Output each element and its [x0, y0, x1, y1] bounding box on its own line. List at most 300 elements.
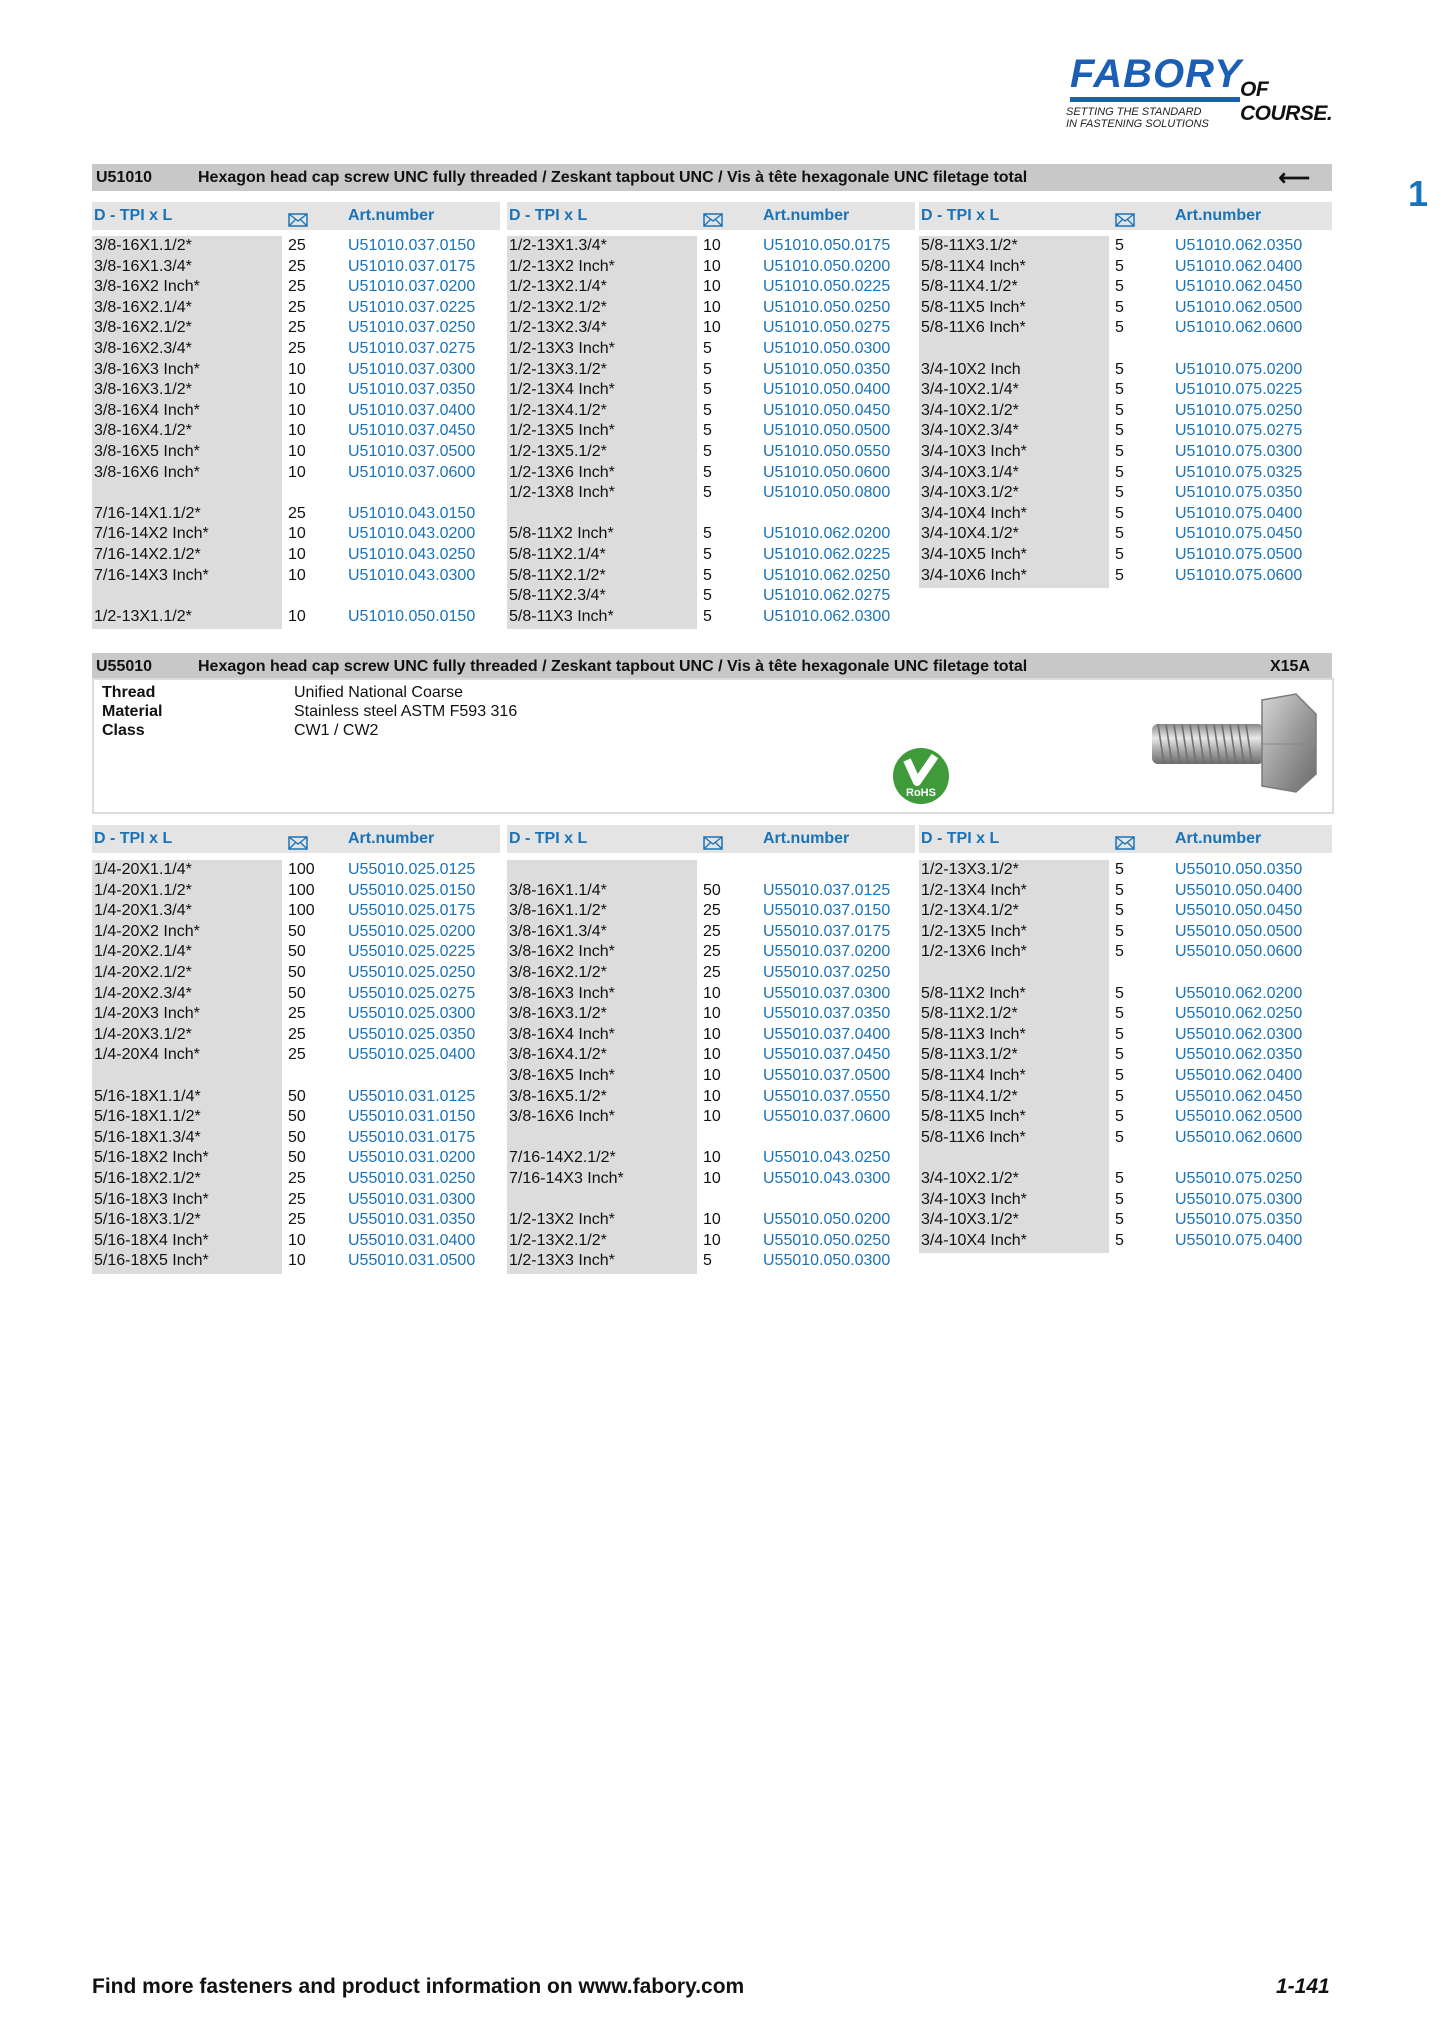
size-cell: 1/4-20X1.1/4* — [94, 861, 192, 878]
size-cell: 3/8-16X1.1/2* — [509, 902, 607, 920]
section1-column-header — [92, 202, 500, 230]
table-row — [507, 1148, 915, 1169]
table-row — [92, 901, 500, 922]
size-cell: 1/2-13X2.3/4* — [509, 319, 607, 337]
quantity-cell: 5 — [1115, 1005, 1124, 1023]
article-number-link[interactable]: U55010.037.0150 — [763, 902, 891, 920]
brand-name: FABORY — [1070, 52, 1242, 96]
quantity-cell: 10 — [288, 422, 306, 440]
size-cell: 3/8-16X4.1/2* — [94, 422, 192, 440]
packaging-envelope-icon — [288, 832, 308, 860]
quantity-cell: 50 — [703, 881, 721, 899]
article-number-link[interactable]: U55010.037.0400 — [763, 1025, 891, 1043]
size-cell: 3/8-16X5.1/2* — [509, 1087, 607, 1105]
quantity-cell: 5 — [1115, 1046, 1124, 1064]
table-row — [507, 298, 915, 319]
article-number-link[interactable]: U51010.043.0150 — [348, 504, 476, 522]
article-number-link[interactable]: U55010.062.0350 — [1175, 1046, 1303, 1064]
quantity-cell: 25 — [288, 1190, 306, 1208]
quantity-cell: 100 — [288, 861, 315, 878]
table-row — [507, 1251, 915, 1272]
table-row — [92, 421, 500, 442]
article-number-link[interactable]: U55010.062.0200 — [1175, 984, 1303, 1002]
quantity-cell: 5 — [703, 1252, 712, 1270]
size-cell: 1/4-20X1.3/4* — [94, 902, 192, 920]
brand-tagline — [1066, 106, 1209, 130]
quantity-cell: 25 — [703, 902, 721, 920]
packaging-envelope-icon — [1115, 209, 1135, 237]
size-cell: 3/4-10X4 Inch* — [921, 1231, 1027, 1249]
size-cell: 1/2-13X4 Inch* — [921, 881, 1027, 899]
article-number-link[interactable]: U51010.075.0350 — [1175, 484, 1303, 502]
article-number-link[interactable]: U51010.075.0250 — [1175, 401, 1303, 419]
article-number-link[interactable]: U55010.031.0500 — [348, 1252, 476, 1270]
table-row — [919, 298, 1327, 319]
article-number-link[interactable]: U51010.075.0400 — [1175, 504, 1303, 522]
quantity-cell: 5 — [703, 360, 712, 378]
article-number-link[interactable]: U55010.031.0200 — [348, 1149, 476, 1167]
article-number-link[interactable]: U51010.043.0250 — [348, 546, 476, 563]
quantity-cell: 5 — [1115, 1108, 1124, 1126]
size-cell: 3/8-16X6 Inch* — [94, 463, 200, 481]
table-row — [92, 963, 500, 984]
size-cell: 3/4-10X2.3/4* — [921, 422, 1019, 440]
size-cell: 1/2-13X6 Inch* — [509, 463, 615, 481]
table-row — [507, 380, 915, 401]
article-number-link[interactable]: U55010.025.0400 — [348, 1046, 476, 1064]
packaging-envelope-icon — [703, 209, 723, 237]
article-number-link[interactable]: U51010.062.0400 — [1175, 257, 1303, 275]
table-row — [507, 901, 915, 922]
article-number-link[interactable]: U55010.037.0600 — [763, 1108, 891, 1126]
quantity-cell: 10 — [288, 525, 306, 543]
info-label: Thread — [102, 684, 156, 701]
size-cell: 1/4-20X2.3/4* — [94, 984, 192, 1002]
brand-underline — [1070, 97, 1240, 102]
article-number-link[interactable]: U51010.043.0200 — [348, 525, 476, 543]
info-value: CW1 / CW2 — [294, 722, 379, 739]
size-cell: 5/8-11X2.1/2* — [921, 1005, 1018, 1023]
section2-code: U55010 — [96, 658, 153, 675]
article-number-link[interactable]: U55010.031.0175 — [348, 1128, 476, 1146]
quantity-cell: 25 — [288, 298, 306, 316]
article-number-link[interactable]: U51010.037.0150 — [348, 237, 476, 254]
table-row — [507, 586, 915, 607]
size-cell: 1/4-20X1.1/2* — [94, 881, 192, 899]
article-number-link[interactable]: U51010.050.0200 — [763, 257, 891, 275]
quantity-cell: 10 — [288, 546, 306, 563]
quantity-cell: 5 — [703, 546, 712, 563]
article-number-link[interactable]: U51010.075.0450 — [1175, 525, 1303, 543]
section1-title: Hexagon head cap screw UNC fully threaded / Zeskant tapbout UNC / Vis à tête hexagonale UNC filetage total — [198, 169, 1028, 186]
table-row — [507, 339, 915, 360]
size-cell: 1/2-13X3.1/2* — [921, 861, 1019, 878]
article-number-link[interactable]: U55010.031.0250 — [348, 1170, 476, 1187]
size-cell: 5/8-11X4.1/2* — [921, 1087, 1018, 1105]
size-cell: 3/8-16X2.3/4* — [94, 340, 192, 357]
article-number-link[interactable]: U55010.037.0550 — [763, 1087, 891, 1105]
back-arrow-icon[interactable]: ⟵ — [1278, 165, 1310, 190]
article-number-link[interactable]: U55010.031.0300 — [348, 1190, 476, 1208]
table-row — [507, 483, 915, 504]
table-row — [919, 360, 1327, 381]
quantity-cell: 10 — [703, 237, 721, 254]
article-number-link[interactable]: U55010.050.0400 — [1175, 881, 1303, 899]
article-number-link[interactable]: U51010.050.0150 — [348, 607, 476, 625]
quantity-cell: 5 — [1115, 1067, 1124, 1084]
packaging-envelope-icon — [703, 832, 723, 860]
size-cell: 1/2-13X2 Inch* — [509, 1211, 615, 1229]
quantity-cell: 10 — [703, 1087, 721, 1105]
table-row — [92, 463, 500, 484]
article-number-link[interactable]: U51010.037.0250 — [348, 319, 476, 337]
article-number-link[interactable]: U55010.031.0125 — [348, 1087, 476, 1105]
quantity-cell: 10 — [288, 566, 306, 584]
article-number-link[interactable]: U51010.075.0275 — [1175, 422, 1303, 440]
article-number-link[interactable]: U55010.062.0500 — [1175, 1108, 1303, 1126]
table-row — [92, 1004, 500, 1025]
article-number-link[interactable]: U51010.050.0400 — [763, 381, 891, 399]
table-row — [92, 1210, 500, 1231]
size-cell: 3/4-10X3.1/2* — [921, 1211, 1019, 1229]
quantity-cell: 5 — [1115, 861, 1124, 878]
quantity-cell: 25 — [703, 964, 721, 981]
quantity-cell: 50 — [288, 943, 306, 961]
fabory-logo — [1066, 52, 1356, 134]
article-number-link[interactable]: U51010.050.0550 — [763, 443, 891, 460]
article-number-link[interactable]: U55010.075.0400 — [1175, 1231, 1303, 1249]
article-number-link[interactable]: U55010.037.0450 — [763, 1046, 891, 1064]
article-number-link[interactable]: U55010.075.0350 — [1175, 1211, 1303, 1229]
quantity-cell: 10 — [703, 319, 721, 337]
article-number-link[interactable]: U55010.075.0250 — [1175, 1170, 1303, 1187]
article-number-link[interactable]: U51010.037.0225 — [348, 298, 476, 316]
table-row — [507, 1107, 915, 1128]
quantity-cell: 5 — [1115, 237, 1124, 254]
quantity-cell: 10 — [703, 257, 721, 275]
table-row — [92, 339, 500, 360]
article-number-link[interactable]: U51010.037.0400 — [348, 401, 476, 419]
quantity-cell: 50 — [288, 922, 306, 940]
table-row — [92, 881, 500, 902]
size-cell: 5/8-11X4 Inch* — [921, 257, 1026, 275]
size-cell: 1/4-20X3 Inch* — [94, 1005, 200, 1023]
quantity-cell: 5 — [1115, 1211, 1124, 1229]
article-number-link[interactable]: U51010.043.0300 — [348, 566, 476, 584]
article-number-link[interactable]: U51010.037.0300 — [348, 360, 476, 378]
article-number-link[interactable]: U55010.025.0300 — [348, 1005, 476, 1023]
quantity-cell: 5 — [1115, 278, 1124, 296]
article-number-link[interactable]: U55010.037.0125 — [763, 881, 891, 899]
section2-column-header — [507, 825, 915, 853]
header-size: D - TPI x L — [921, 207, 1000, 224]
article-number-link[interactable]: U51010.050.0500 — [763, 422, 891, 440]
quantity-cell: 25 — [288, 319, 306, 337]
size-cell: 7/16-14X2.1/2* — [509, 1149, 616, 1167]
size-cell: 1/4-20X3.1/2* — [94, 1025, 192, 1043]
article-number-link[interactable]: U55010.062.0450 — [1175, 1087, 1303, 1105]
size-cell: 3/8-16X1.1/2* — [94, 237, 192, 254]
article-number-link[interactable]: U51010.062.0600 — [1175, 319, 1303, 337]
article-number-link[interactable]: U51010.037.0450 — [348, 422, 476, 440]
quantity-cell: 25 — [288, 1005, 306, 1023]
size-cell: 1/2-13X3 Inch* — [509, 340, 615, 357]
article-number-link[interactable]: U55010.025.0175 — [348, 902, 476, 920]
chapter-number: 1 — [1408, 173, 1429, 214]
quantity-cell: 5 — [1115, 902, 1124, 920]
article-number-link[interactable]: U51010.037.0275 — [348, 340, 476, 357]
article-number-link[interactable]: U55010.050.0200 — [763, 1211, 891, 1229]
header-art-number: Art.number — [1175, 207, 1262, 224]
table-row — [92, 360, 500, 381]
hex-bolt-image — [1144, 692, 1324, 796]
article-number-link[interactable]: U51010.050.0600 — [763, 463, 891, 481]
article-number-link[interactable]: U55010.050.0600 — [1175, 943, 1303, 961]
table-row — [92, 566, 500, 587]
table-row — [92, 545, 500, 566]
size-cell: 1/4-20X2.1/2* — [94, 964, 192, 981]
header-size: D - TPI x L — [509, 830, 588, 847]
section2-header — [92, 653, 1332, 680]
table-row — [507, 922, 915, 943]
size-cell: 1/2-13X5.1/2* — [509, 443, 607, 460]
size-cell: 3/8-16X2.1/2* — [94, 319, 192, 337]
footer-text: Find more fasteners and product information on www.fabory.com — [92, 1975, 745, 1998]
article-number-link[interactable]: U55010.062.0400 — [1175, 1067, 1303, 1084]
quantity-cell: 25 — [288, 278, 306, 296]
size-cell: 1/2-13X3 Inch* — [509, 1252, 615, 1270]
article-number-link[interactable]: U55010.025.0350 — [348, 1025, 476, 1043]
quantity-cell: 5 — [703, 443, 712, 460]
quantity-cell: 10 — [288, 607, 306, 625]
article-number-link[interactable]: U51010.037.0600 — [348, 463, 476, 481]
quantity-cell: 25 — [288, 1211, 306, 1229]
article-number-link[interactable]: U55010.062.0300 — [1175, 1025, 1303, 1043]
table-row — [92, 942, 500, 963]
size-cell: 1/4-20X4 Inch* — [94, 1046, 200, 1064]
table-row — [919, 236, 1327, 257]
table-row — [919, 545, 1327, 566]
table-row — [92, 1107, 500, 1128]
article-number-link[interactable]: U51010.062.0300 — [763, 607, 891, 625]
article-number-link[interactable]: U51010.050.0275 — [763, 319, 891, 337]
size-cell: 5/8-11X4 Inch* — [921, 1067, 1026, 1084]
quantity-cell: 10 — [703, 278, 721, 296]
quantity-cell: 10 — [288, 463, 306, 481]
article-number-link[interactable]: U55010.043.0250 — [763, 1149, 891, 1167]
article-number-link[interactable]: U51010.037.0200 — [348, 278, 476, 296]
article-number-link[interactable]: U55010.050.0450 — [1175, 902, 1303, 920]
size-cell: 7/16-14X2.1/2* — [94, 546, 201, 563]
header-art-number: Art.number — [348, 830, 435, 847]
quantity-cell: 10 — [288, 1252, 306, 1270]
article-number-link[interactable]: U51010.037.0175 — [348, 257, 476, 275]
header-size: D - TPI x L — [921, 830, 1000, 847]
table-row — [919, 1210, 1327, 1231]
size-cell: 1/2-13X3.1/2* — [509, 360, 607, 378]
header-art-number: Art.number — [763, 207, 850, 224]
article-number-link[interactable]: U55010.062.0250 — [1175, 1005, 1303, 1023]
size-cell: 5/8-11X2.1/2* — [509, 566, 606, 584]
quantity-cell: 5 — [1115, 1087, 1124, 1105]
quantity-cell: 25 — [703, 922, 721, 940]
article-number-link[interactable]: U55010.037.0200 — [763, 943, 891, 961]
table-row — [92, 257, 500, 278]
quantity-cell: 5 — [703, 484, 712, 502]
size-cell: 3/4-10X4.1/2* — [921, 525, 1019, 543]
info-label: Material — [102, 703, 163, 720]
info-value: Stainless steel ASTM F593 316 — [294, 703, 518, 720]
article-number-link[interactable]: U51010.062.0500 — [1175, 298, 1303, 316]
table-row — [919, 1190, 1327, 1211]
table-row — [919, 1128, 1327, 1149]
table-row — [507, 442, 915, 463]
article-number-link[interactable]: U55010.050.0350 — [1175, 861, 1303, 878]
quantity-cell: 50 — [288, 1087, 306, 1105]
article-number-link[interactable]: U51010.037.0350 — [348, 381, 476, 399]
table-row — [507, 360, 915, 381]
quantity-cell: 5 — [703, 463, 712, 481]
article-number-link[interactable]: U55010.025.0200 — [348, 922, 476, 940]
article-number-link[interactable]: U51010.062.0350 — [1175, 237, 1303, 254]
quantity-cell: 5 — [1115, 881, 1124, 899]
size-cell: 5/8-11X3 Inch* — [509, 607, 614, 625]
table-row — [92, 236, 500, 257]
size-cell: 3/8-16X3 Inch* — [94, 360, 200, 378]
article-number-link[interactable]: U55010.025.0125 — [348, 861, 476, 878]
size-cell: 5/16-18X5 Inch* — [94, 1252, 209, 1270]
size-cell: 5/16-18X1.1/2* — [94, 1108, 201, 1126]
article-number-link[interactable]: U55010.025.0275 — [348, 984, 476, 1002]
table-row — [507, 463, 915, 484]
article-number-link[interactable]: U51010.062.0225 — [763, 546, 891, 563]
article-number-link[interactable]: U55010.037.0350 — [763, 1005, 891, 1023]
article-number-link[interactable]: U51010.062.0275 — [763, 587, 891, 605]
article-number-link[interactable]: U55010.062.0600 — [1175, 1128, 1303, 1146]
table-row — [92, 922, 500, 943]
quantity-cell: 10 — [703, 1108, 721, 1126]
article-number-link[interactable]: U51010.075.0325 — [1175, 463, 1303, 481]
product-info-box — [92, 678, 1334, 814]
quantity-cell: 10 — [703, 1025, 721, 1043]
article-number-link[interactable]: U55010.037.0300 — [763, 984, 891, 1002]
article-number-link[interactable]: U55010.037.0250 — [763, 964, 891, 981]
article-number-link[interactable]: U55010.031.0400 — [348, 1231, 476, 1249]
article-number-link[interactable]: U51010.050.0450 — [763, 401, 891, 419]
quantity-cell: 10 — [703, 1231, 721, 1249]
article-number-link[interactable]: U55010.031.0350 — [348, 1211, 476, 1229]
quantity-cell: 10 — [703, 1046, 721, 1064]
size-cell: 3/8-16X4 Inch* — [94, 401, 200, 419]
article-number-link[interactable]: U55010.075.0300 — [1175, 1190, 1303, 1208]
size-cell: 3/8-16X1.1/4* — [509, 881, 607, 899]
article-number-link[interactable]: U55010.037.0175 — [763, 922, 891, 940]
table-row — [507, 1025, 915, 1046]
article-number-link[interactable]: U51010.062.0200 — [763, 525, 891, 543]
article-number-link[interactable]: U51010.037.0500 — [348, 443, 476, 460]
table-row — [919, 901, 1327, 922]
packaging-envelope-icon — [1115, 832, 1135, 860]
table-row — [919, 421, 1327, 442]
article-number-link[interactable]: U51010.050.0250 — [763, 298, 891, 316]
size-cell: 3/8-16X1.3/4* — [509, 922, 607, 940]
table-row — [507, 881, 915, 902]
article-number-link[interactable]: U51010.075.0600 — [1175, 566, 1303, 584]
table-row — [507, 1231, 915, 1252]
size-cell: 1/2-13X2.1/2* — [509, 1231, 607, 1249]
article-number-link[interactable]: U51010.075.0300 — [1175, 443, 1303, 460]
quantity-cell: 5 — [1115, 319, 1124, 337]
table-row — [919, 942, 1327, 963]
quantity-cell: 100 — [288, 902, 315, 920]
size-cell: 1/2-13X1.3/4* — [509, 237, 607, 254]
section1-column-header — [919, 202, 1332, 230]
article-number-link[interactable]: U51010.050.0300 — [763, 340, 891, 357]
article-number-link[interactable]: U51010.075.0500 — [1175, 546, 1303, 563]
article-number-link[interactable]: U55010.031.0150 — [348, 1108, 476, 1126]
header-art-number: Art.number — [1175, 830, 1262, 847]
table-row — [92, 1231, 500, 1252]
size-cell: 3/4-10X2.1/4* — [921, 381, 1019, 399]
size-cell: 5/8-11X6 Inch* — [921, 319, 1026, 337]
article-number-link[interactable]: U55010.050.0500 — [1175, 922, 1303, 940]
section1-column-header — [507, 202, 915, 230]
article-number-link[interactable]: U51010.050.0800 — [763, 484, 891, 502]
quantity-cell: 10 — [703, 1149, 721, 1167]
size-cell: 5/8-11X3 Inch* — [921, 1025, 1026, 1043]
size-cell: 1/2-13X1.1/2* — [94, 607, 192, 625]
quantity-cell: 10 — [288, 443, 306, 460]
article-number-link[interactable]: U55010.025.0150 — [348, 881, 476, 899]
size-cell: 5/16-18X2.1/2* — [94, 1170, 201, 1187]
article-number-link[interactable]: U51010.075.0225 — [1175, 381, 1303, 399]
article-number-link[interactable]: U51010.075.0200 — [1175, 360, 1303, 378]
article-number-link[interactable]: U55010.050.0250 — [763, 1231, 891, 1249]
article-number-link[interactable]: U55010.025.0250 — [348, 964, 476, 981]
size-cell: 7/16-14X2 Inch* — [94, 525, 209, 543]
size-cell: 5/8-11X3.1/2* — [921, 237, 1018, 254]
quantity-cell: 5 — [1115, 401, 1124, 419]
brand-tagline-1: SETTING THE STANDARD — [1066, 106, 1202, 118]
quantity-cell: 5 — [1115, 525, 1124, 543]
size-cell: 3/8-16X2 Inch* — [509, 943, 615, 961]
article-number-link[interactable]: U55010.037.0500 — [763, 1067, 891, 1084]
size-cell: 7/16-14X1.1/2* — [94, 504, 201, 522]
table-row — [919, 1231, 1327, 1252]
table-row — [507, 984, 915, 1005]
quantity-cell: 5 — [1115, 360, 1124, 378]
article-number-link[interactable]: U55010.025.0225 — [348, 943, 476, 961]
article-number-link[interactable]: U55010.050.0300 — [763, 1252, 891, 1270]
quantity-cell: 10 — [288, 360, 306, 378]
article-number-link[interactable]: U51010.050.0175 — [763, 237, 891, 254]
article-number-link[interactable]: U51010.050.0350 — [763, 360, 891, 378]
article-number-link[interactable]: U55010.043.0300 — [763, 1170, 891, 1187]
rohs-label: RoHS — [906, 787, 936, 799]
table-row — [92, 380, 500, 401]
table-row — [507, 942, 915, 963]
article-number-link[interactable]: U51010.062.0250 — [763, 566, 891, 584]
table-row — [507, 1169, 915, 1190]
quantity-cell: 5 — [1115, 257, 1124, 275]
size-cell: 5/8-11X2.3/4* — [509, 587, 606, 605]
size-cell: 5/8-11X2 Inch* — [509, 525, 614, 543]
article-number-link[interactable]: U51010.062.0450 — [1175, 278, 1303, 296]
table-row — [507, 1066, 915, 1087]
article-number-link[interactable]: U51010.050.0225 — [763, 278, 891, 296]
table-row — [919, 277, 1327, 298]
table-row — [919, 1066, 1327, 1087]
